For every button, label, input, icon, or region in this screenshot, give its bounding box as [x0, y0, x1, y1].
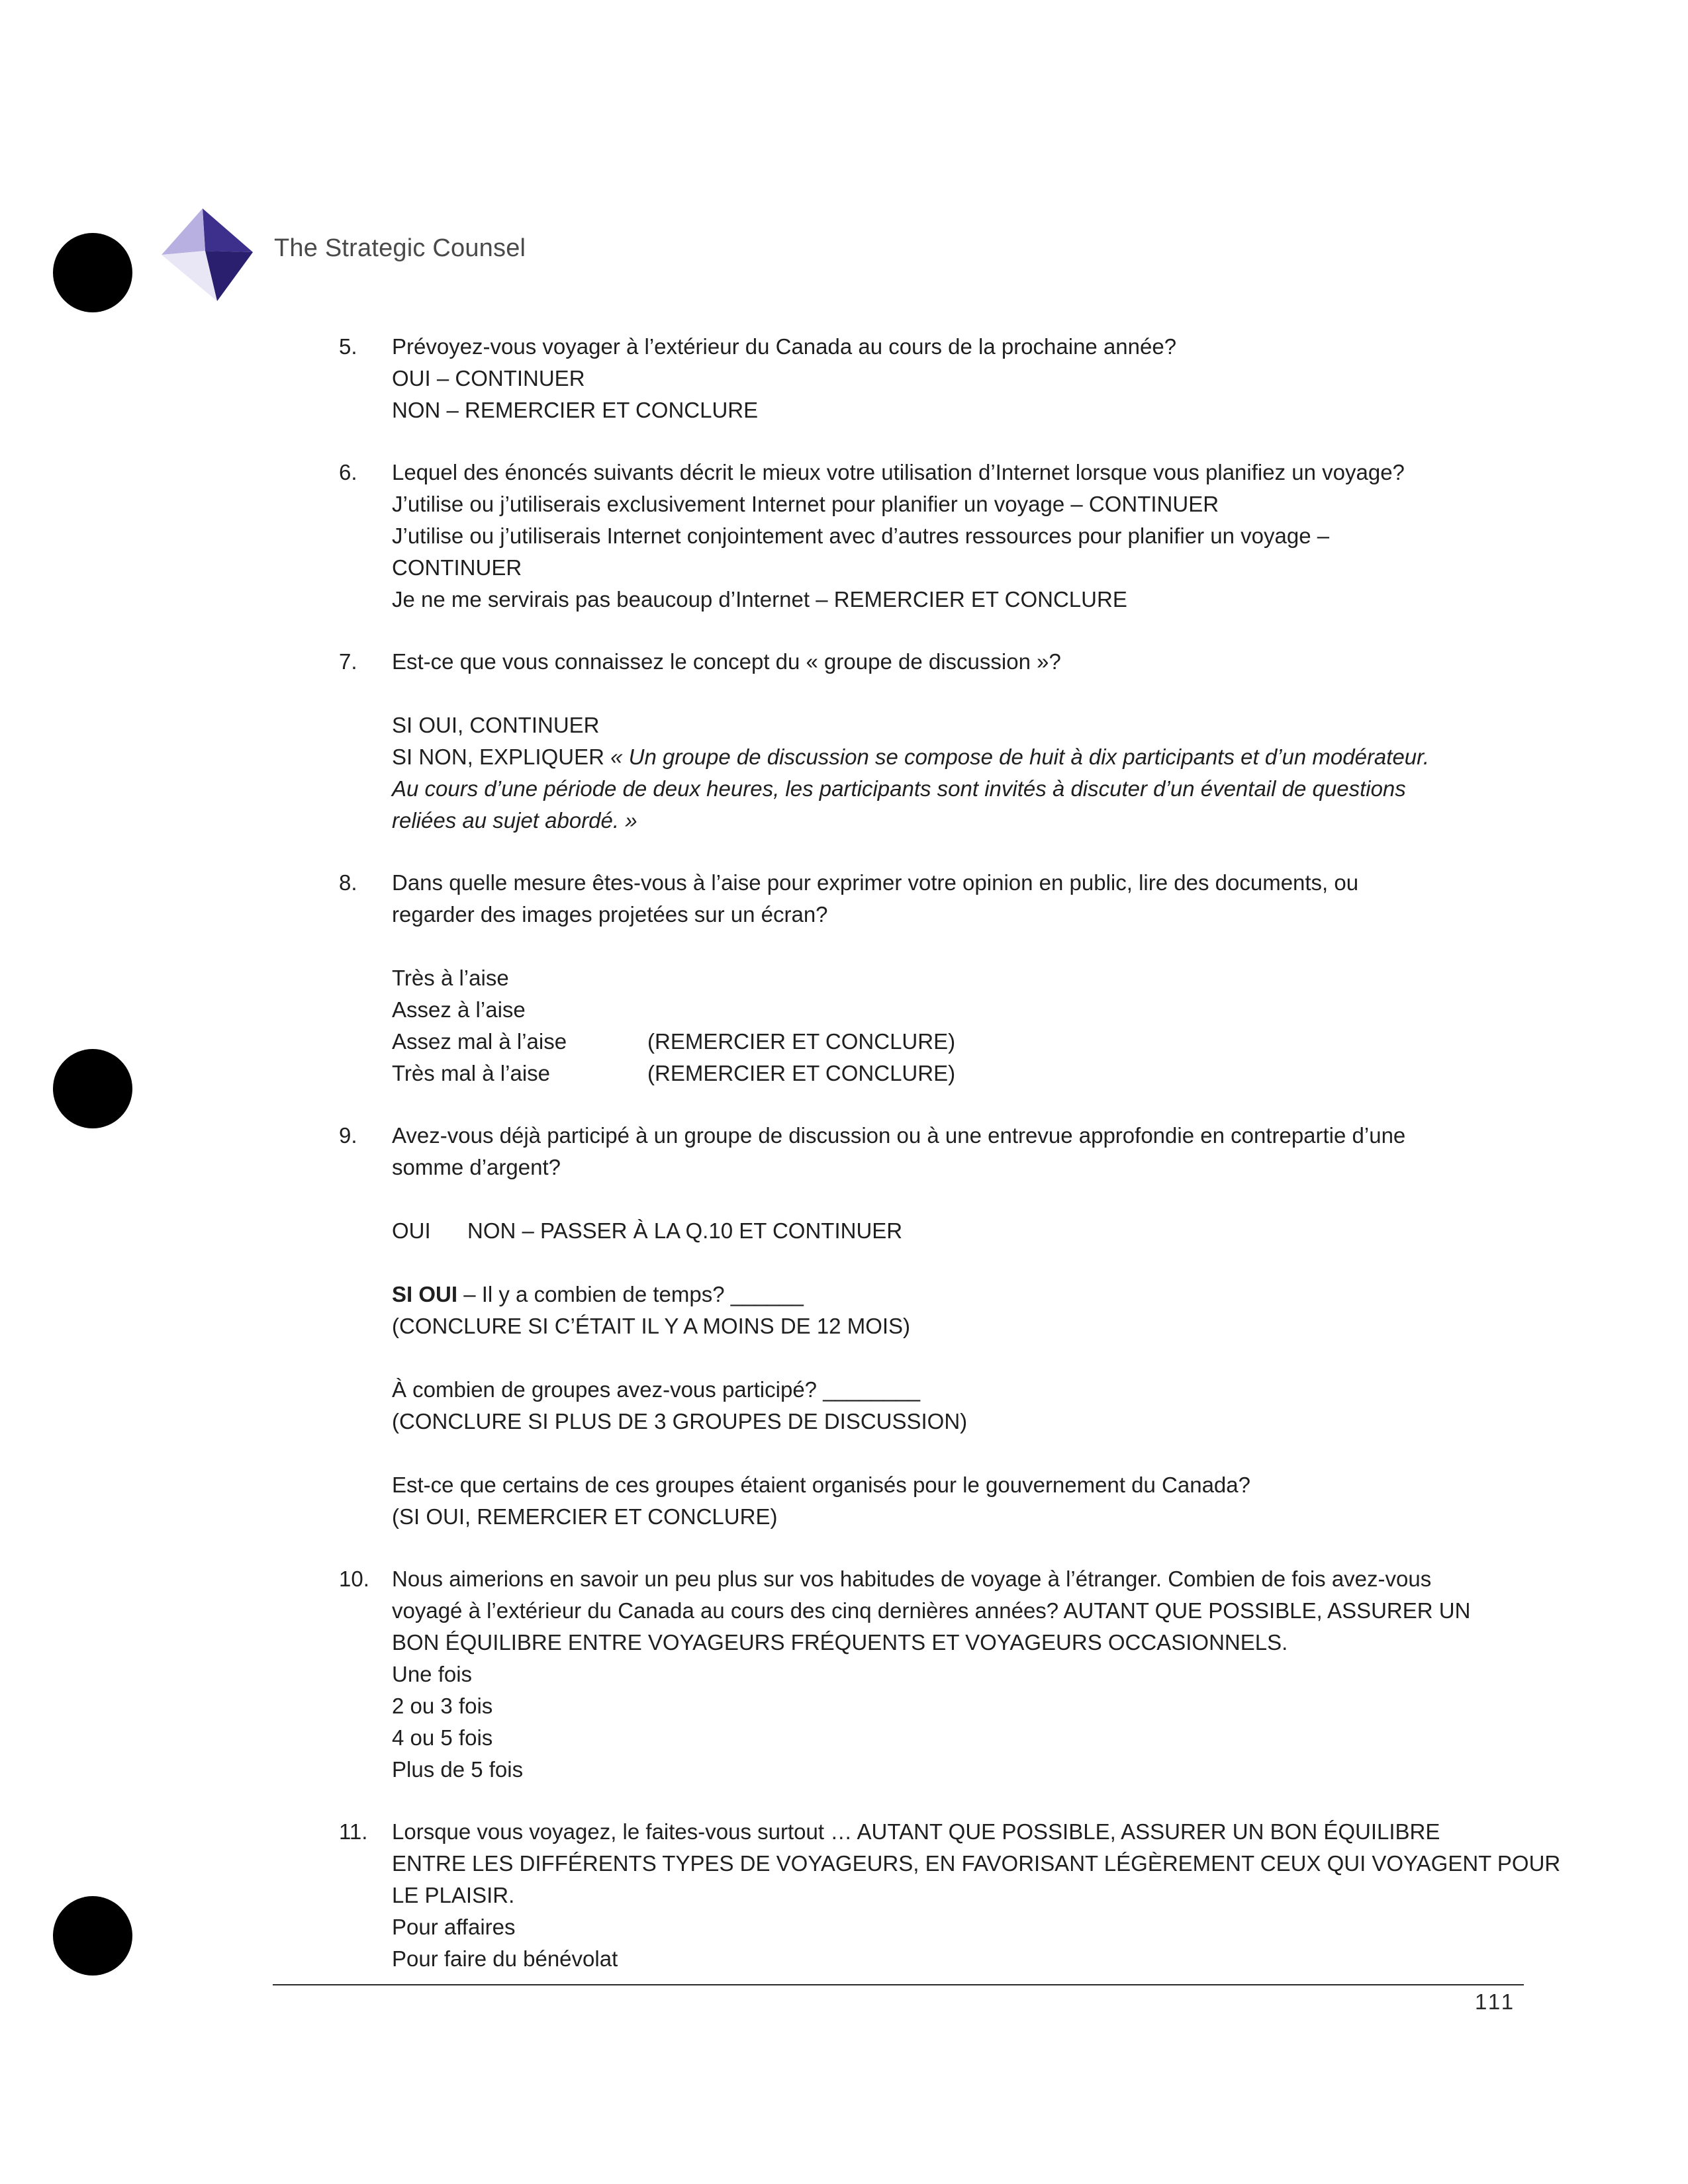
question-text: Lorsque vous voyagez, le faites-vous surtout … AUTANT QUE POSSIBLE, ASSURER UN BON ÉQUILIBRE: [392, 1819, 1440, 1844]
question-number: 8.: [339, 870, 357, 895]
question-text: BON ÉQUILIBRE ENTRE VOYAGEURS FRÉQUENTS ET VOYAGEURS OCCASIONNELS.: [392, 1630, 1288, 1655]
answer-option: 2 ou 3 fois: [392, 1694, 493, 1718]
explanation-text: Au cours d’une période de deux heures, les participants sont invités à discuter d’un éventail de questions: [392, 776, 1406, 801]
questionnaire-body: [339, 331, 1561, 2005]
answer-option: J’utilise ou j’utiliserais Internet conjointement avec d’autres ressources pour planifier un voyage –: [392, 523, 1330, 548]
question-number: 10.: [339, 1567, 369, 1591]
answer-option: Une fois: [392, 1662, 473, 1686]
answer-option: Pour affaires: [392, 1915, 516, 1939]
question-text: LE PLAISIR.: [392, 1883, 515, 1907]
question-9: [339, 1120, 1517, 1533]
answer-oui: OUI: [392, 1218, 431, 1243]
question-text: Est-ce que vous connaissez le concept du « groupe de discussion »?: [392, 649, 1061, 674]
answer-non: NON – PASSER À LA Q.10 ET CONTINUER: [467, 1218, 903, 1243]
answer-option: Plus de 5 fois: [392, 1757, 524, 1782]
follow-up-question: Est-ce que certains de ces groupes étaient organisés pour le gouvernement du Canada?: [392, 1473, 1250, 1497]
explanation-text: reliées au sujet abordé. »: [392, 808, 637, 833]
answer-option: Très à l’aise: [392, 966, 509, 990]
strategic-counsel-logo: [162, 208, 253, 301]
binder-hole: [53, 233, 132, 312]
question-number: 7.: [339, 649, 357, 674]
answer-option: Assez mal à l’aise (REMERCIER ET CONCLURE): [392, 1029, 956, 1054]
instruction-note: (CONCLURE SI C’ÉTAIT IL Y A MOINS DE 12 MOIS): [392, 1314, 911, 1338]
answer-option: Pour faire du bénévolat: [392, 1946, 618, 1971]
answer-option-cont: CONTINUER: [392, 555, 522, 580]
binder-hole: [53, 1896, 132, 1976]
question-number: 9.: [339, 1123, 357, 1148]
answer-option: SI OUI, CONTINUER: [392, 713, 600, 737]
answer-option: J’utilise ou j’utiliserais exclusivement Internet pour planifier un voyage – CONTINUER: [392, 492, 1219, 516]
explanation-text: « Un groupe de discussion se compose de huit à dix participants et d’un modérateur.: [610, 745, 1430, 769]
answer-option: [392, 741, 1517, 773]
answer-option: Je ne me servirais pas beaucoup d’Internet – REMERCIER ET CONCLURE: [392, 587, 1127, 612]
question-text: Nous aimerions en savoir un peu plus sur vos habitudes de voyage à l’étranger. Combien de fois avez-vous: [392, 1567, 1432, 1591]
question-text: ENTRE LES DIFFÉRENTS TYPES DE VOYAGEURS, EN FAVORISANT LÉGÈREMENT CEUX QUI VOYAGENT POUR: [392, 1851, 1561, 1876]
question-6: [339, 457, 1517, 615]
question-text: Lequel des énoncés suivants décrit le mieux votre utilisation d’Internet lorsque vous planifiez un voyage?: [392, 460, 1405, 484]
question-5: [339, 331, 1517, 426]
answer-option: Très mal à l’aise (REMERCIER ET CONCLURE): [392, 1061, 956, 1085]
answer-option: NON – REMERCIER ET CONCLURE: [392, 398, 759, 422]
question-text: voyagé à l’extérieur du Canada au cours des cinq dernières années? AUTANT QUE POSSIBLE, ASSURER UN: [392, 1598, 1471, 1623]
instruction-note: (SI OUI, REMERCIER ET CONCLURE): [392, 1504, 778, 1529]
question-text: regarder des images projetées sur un écran?: [392, 902, 828, 927]
if-no-label: SI NON, EXPLIQUER: [392, 745, 611, 769]
footer-divider: [273, 1984, 1524, 1985]
question-text: Dans quelle mesure êtes-vous à l’aise pour exprimer votre opinion en public, lire des documents, ou: [392, 870, 1359, 895]
instruction-note: (CONCLURE SI PLUS DE 3 GROUPES DE DISCUSSION): [392, 1409, 968, 1433]
question-number: 11.: [339, 1819, 368, 1844]
page-number: 111: [1475, 1989, 1517, 2014]
follow-up-question: À combien de groupes avez-vous participé? ________: [392, 1377, 921, 1402]
question-8: [339, 867, 1517, 1089]
follow-up-question: SI OUI – Il y a combien de temps? ______: [392, 1282, 804, 1306]
answer-option: 4 ou 5 fois: [392, 1725, 493, 1750]
question-number: 5.: [339, 334, 357, 359]
question-10: [339, 1563, 1517, 1786]
answer-option: Assez à l’aise: [392, 997, 526, 1022]
brand-name: The Strategic Counsel: [274, 234, 526, 262]
answer-option: OUI – CONTINUER: [392, 366, 585, 390]
si-oui-label: SI OUI: [392, 1282, 458, 1306]
question-text: Prévoyez-vous voyager à l’extérieur du Canada au cours de la prochaine année?: [392, 334, 1177, 359]
answer-options: [392, 1215, 1517, 1247]
question-text: somme d’argent?: [392, 1155, 561, 1179]
binder-hole: [53, 1049, 132, 1128]
question-number: 6.: [339, 460, 357, 484]
question-7: [339, 646, 1517, 837]
question-11: [339, 1816, 1561, 1975]
question-text: Avez-vous déjà participé à un groupe de discussion ou à une entrevue approfondie en contrepartie d’une: [392, 1123, 1406, 1148]
